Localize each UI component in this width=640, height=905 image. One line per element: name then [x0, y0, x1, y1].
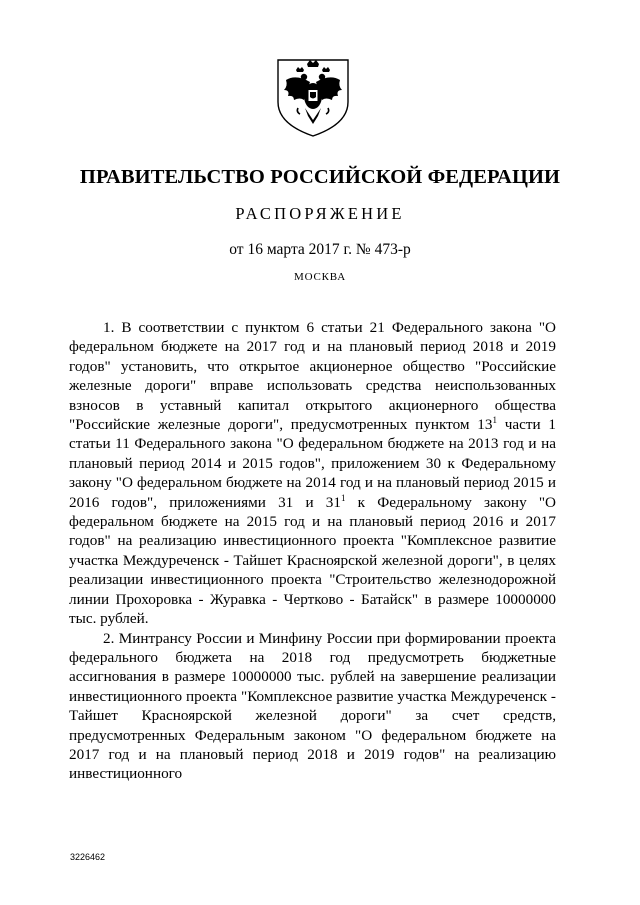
- russian-coat-of-arms-icon: [274, 50, 352, 140]
- superscript-2: 1: [340, 492, 346, 503]
- paragraph-1-part-3: к Федеральному закону "О федеральном бюджете на 2015 год и на плановый период 2016 и 2017 годов" на реализацию инвестиционного проекта "Комплексное развитие участка Междуреченск - Тайшет Красноярской железной дороги", в целях реализации инвестиционного проекта "Строительство железнодорожной линии Прохоровка - Журавка - Чертково - Батайск" в размере 10000000 тыс. рублей.: [69, 493, 557, 628]
- paragraph-1-part-2: части 1 статьи 11 Федерального закона "О федеральном бюджете на 2013 год и на плановый период 2014 и 2015 годов", приложением 30 к Федеральному закону "О федеральном бюджете на 2014 год и на плановый период 2015 и 2016 годов", приложениями 31 и 31: [69, 416, 556, 511]
- city: МОСКВА: [294, 271, 346, 283]
- superscript-1: 1: [492, 415, 497, 426]
- document-body: [69, 318, 556, 784]
- paragraph-1: [69, 318, 556, 629]
- document-type: РАСПОРЯЖЕНИЕ: [235, 204, 405, 223]
- document-number: 3226462: [70, 852, 106, 862]
- paragraph-1-part-1: 1. В соответствии с пунктом 6 статьи 21 Федерального закона "О федеральном бюджете на 2017 год и на плановый период 2018 и 2019 годов" установить, что открытое акционерное общество "Российские железные дороги" вправе использовать средства неиспользованных взносов в уставный капитал открытого акционерного общества "Российские железные дороги", предусмотренных пунктом 13: [69, 319, 556, 434]
- organization-title: ПРАВИТЕЛЬСТВО РОССИЙСКОЙ ФЕДЕРАЦИИ: [79, 166, 561, 188]
- paragraph-2: 2. Минтрансу России и Минфину России при формировании проекта федерального бюджета на 2018 год предусмотреть бюджетные ассигнования в размере 10000000 тыс. рублей на завершение реализации инвестиционного проекта "Комплексное развитие участка Междуреченск - Тайшет Красноярской железной дороги" за счет средств, предусмотренных Федеральным законом "О федеральном бюджете на 2017 год и на плановый период 2018 и 2019 годов" на реализацию инвестиционного: [69, 629, 556, 783]
- date-and-number: от 16 марта 2017 г. № 473-р: [229, 241, 411, 258]
